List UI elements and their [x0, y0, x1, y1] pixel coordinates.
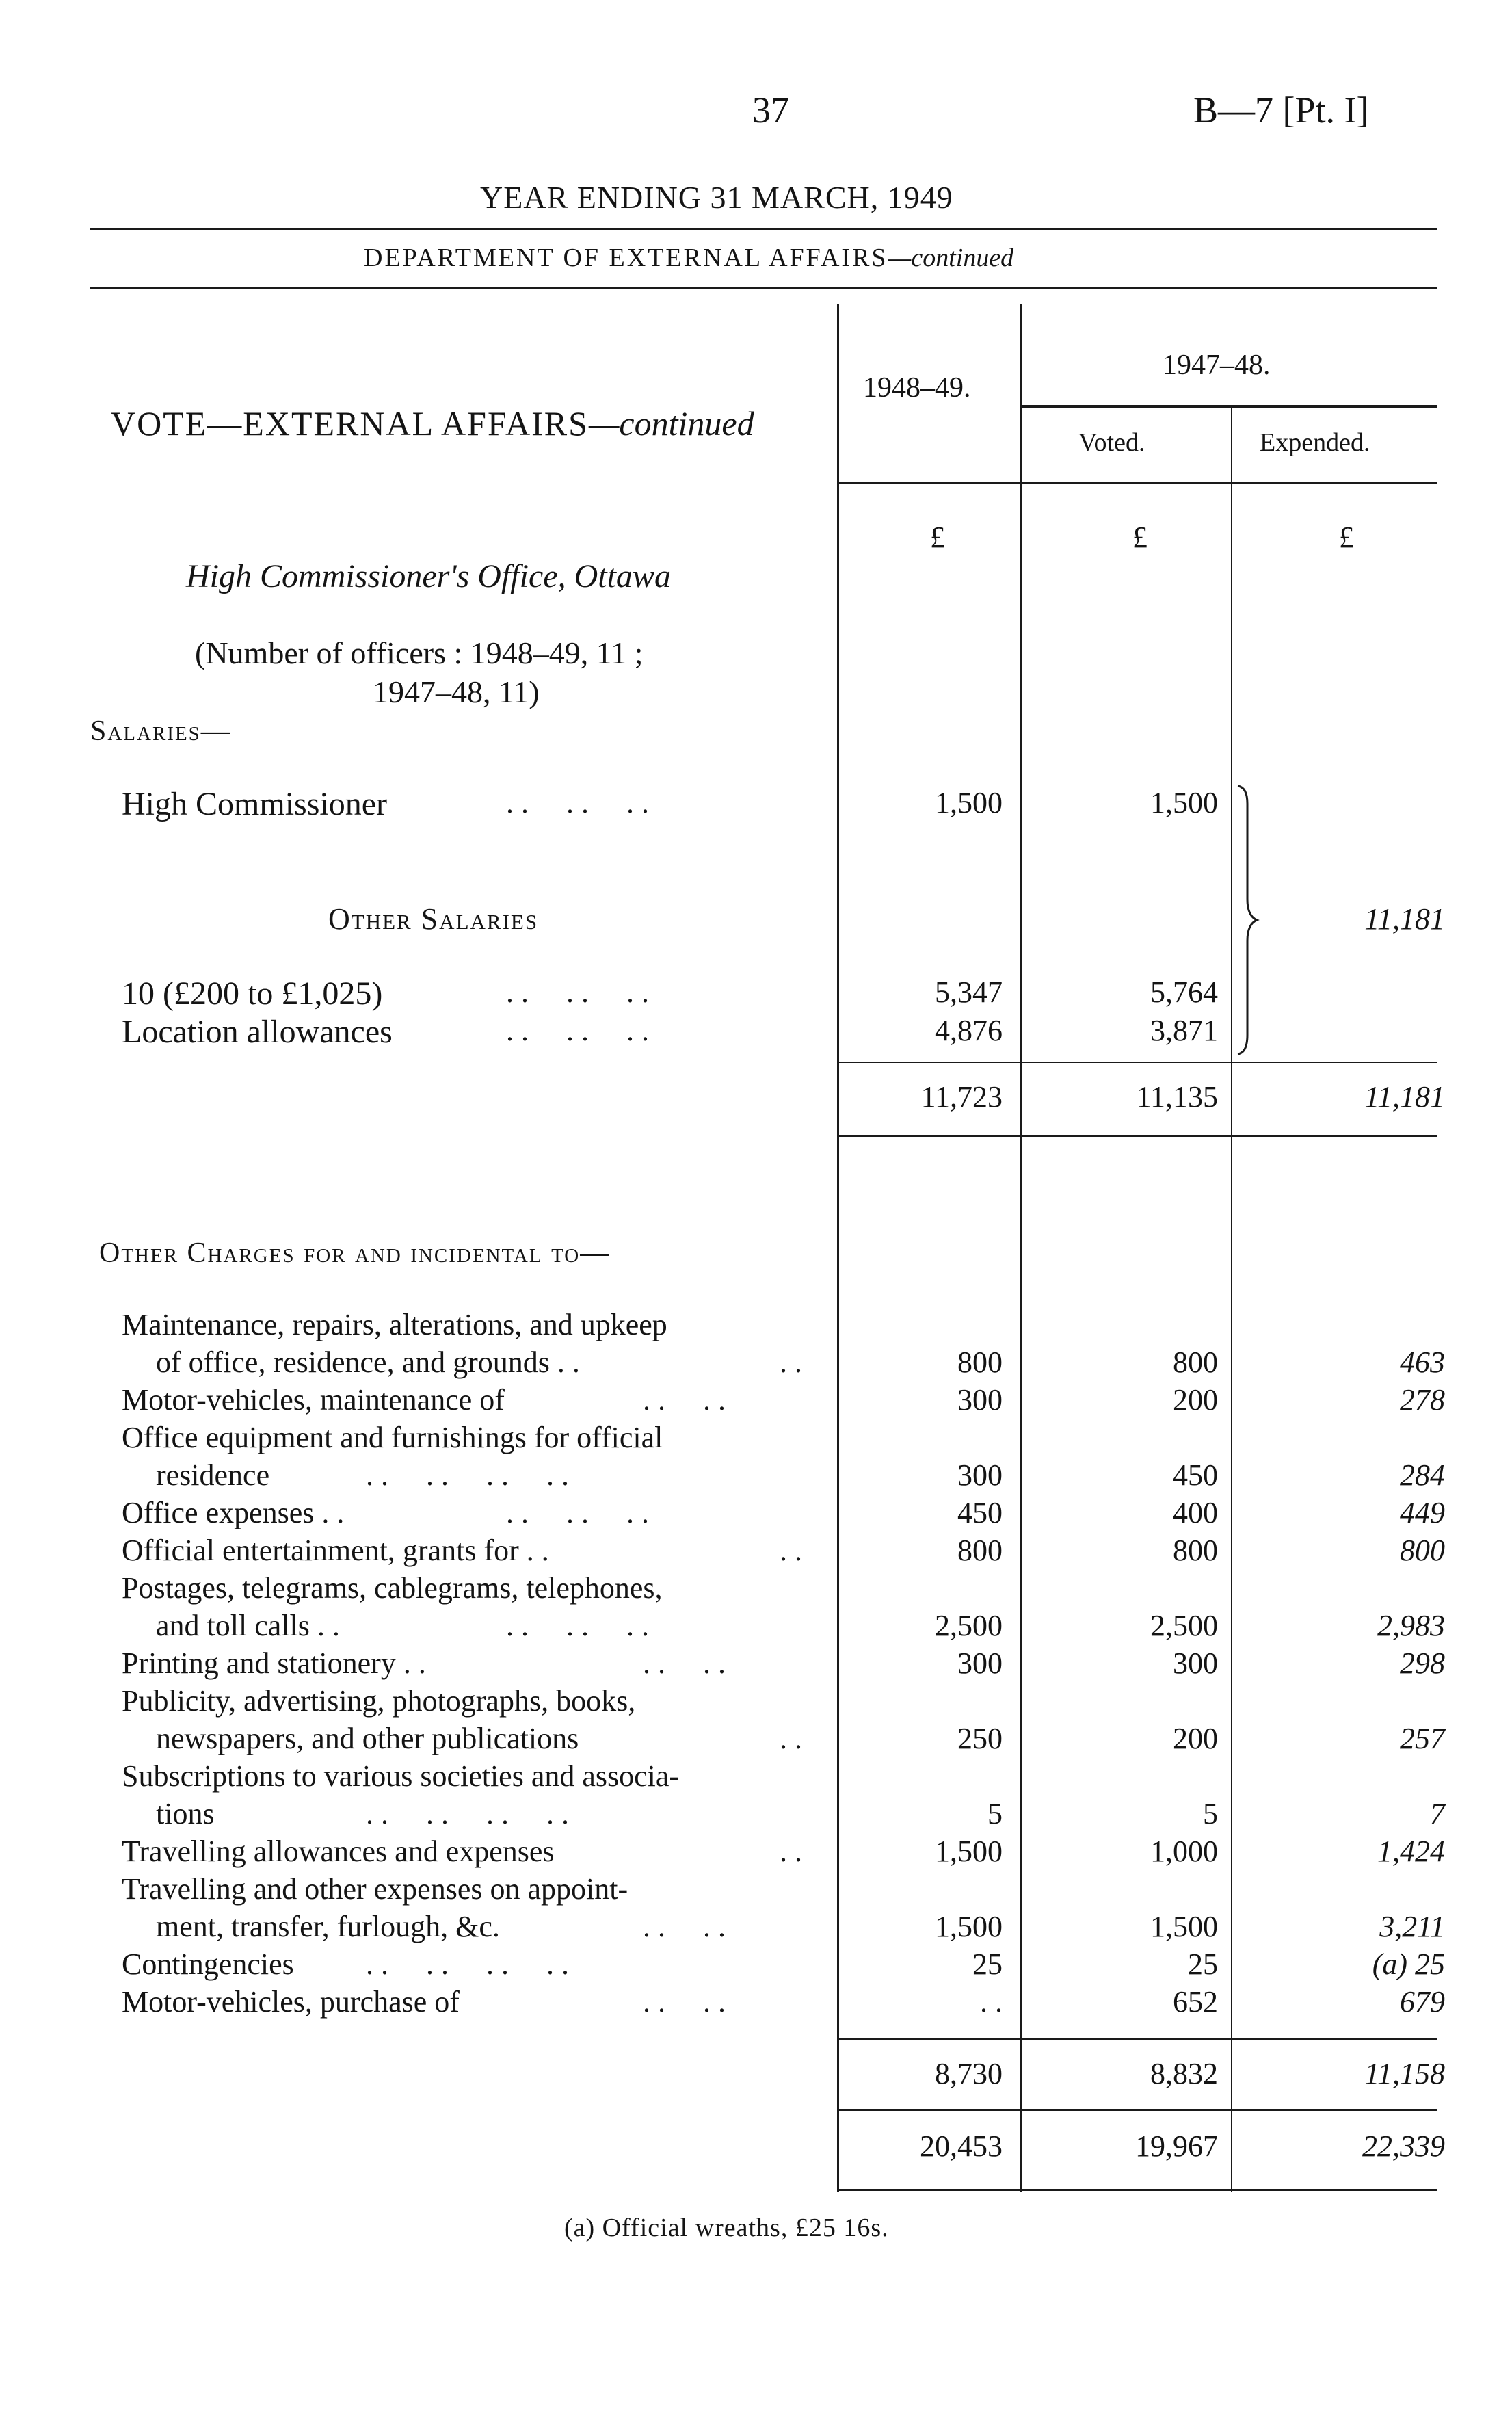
- charge-expended-contingencies: (a) 25: [1372, 1947, 1445, 1981]
- charge-voted-motor-maintenance: 200: [1173, 1383, 1218, 1417]
- salaries-total-expended: 11,181: [1364, 1080, 1445, 1114]
- salaries-total-1948: 11,723: [920, 1080, 1003, 1114]
- salary-label-high-commissioner: High Commissioner: [122, 786, 388, 822]
- charge-voted-printing: 300: [1173, 1646, 1218, 1680]
- charge-voted-maintenance: 800: [1173, 1345, 1218, 1379]
- salary-label-ten-officers: 10 (£200 to £1,025): [122, 975, 383, 1012]
- charge-1948-entertainment: 800: [957, 1534, 1003, 1567]
- charges-total-rule: [837, 2038, 1437, 2040]
- charge-expended-office-equipment: 284: [1400, 1458, 1445, 1492]
- charge-dots-entertainment: . .: [780, 1534, 802, 1567]
- vote-title-continued: —continued: [588, 404, 754, 443]
- salary-1948-location: 4,876: [935, 1014, 1003, 1047]
- charge-expended-travelling-allowances: 1,424: [1377, 1835, 1445, 1868]
- charge-dots-contingencies: . . . . . . . .: [366, 1947, 569, 1981]
- salary-voted-high-commissioner: 1,500: [1150, 786, 1218, 819]
- charge-1948-motor-maintenance: 300: [957, 1383, 1003, 1417]
- charge-expended-motor-maintenance: 278: [1400, 1383, 1445, 1417]
- charge-1948-travelling-allowances: 1,500: [935, 1835, 1003, 1868]
- charge-1948-motor-purchase: . .: [980, 1985, 1003, 2019]
- currency-1948-49: £: [930, 521, 945, 554]
- header-rule-top: [90, 228, 1437, 230]
- charge-voted-subscriptions: 5: [1203, 1797, 1218, 1830]
- charge-line-subscriptions-1: Subscriptions to various societies and associa-: [122, 1759, 680, 1793]
- charge-voted-travelling-allowances: 1,000: [1150, 1835, 1218, 1868]
- salaries-total-rule: [837, 1062, 1437, 1063]
- department-continued: —continued: [888, 244, 1014, 272]
- charge-voted-travelling-appointment: 1,500: [1150, 1910, 1218, 1943]
- charges-total-1948: 8,730: [935, 2057, 1003, 2090]
- charges-total-voted: 8,832: [1150, 2057, 1218, 2090]
- charge-dots-postages: . . . . . .: [506, 1609, 649, 1642]
- charge-line-printing: Printing and stationery . .: [122, 1646, 426, 1680]
- charges-total-expended: 11,158: [1364, 2057, 1445, 2090]
- other-salaries-label: Other Salaries: [328, 902, 539, 936]
- charge-line-office-equipment-2: residence: [156, 1458, 270, 1492]
- charge-line-travelling-allowances: Travelling allowances and expenses: [122, 1835, 555, 1868]
- charge-expended-entertainment: 800: [1400, 1534, 1445, 1567]
- charge-1948-printing: 300: [957, 1646, 1003, 1680]
- column-rule-1: [837, 304, 839, 2192]
- charge-expended-office-expenses: 449: [1400, 1496, 1445, 1529]
- charge-1948-office-equipment: 300: [957, 1458, 1003, 1492]
- column-header-rule: [837, 482, 1437, 484]
- salary-dots-ten-officers: . . . . . .: [506, 975, 649, 1009]
- charge-dots-motor-purchase: . . . .: [643, 1985, 726, 2019]
- department-title: [364, 243, 1013, 273]
- officers-count-line-2: 1947–48, 11): [373, 674, 540, 709]
- charge-line-travelling-appointment-1: Travelling and other expenses on appoint-: [122, 1872, 628, 1906]
- charge-dots-printing: . . . .: [643, 1646, 726, 1680]
- page-number: 37: [752, 90, 789, 131]
- currency-expended: £: [1339, 521, 1354, 554]
- charge-line-postages-2: and toll calls . .: [156, 1609, 340, 1642]
- charge-1948-postages: 2,500: [935, 1609, 1003, 1642]
- grand-total-1948: 20,453: [920, 2129, 1003, 2163]
- charge-line-contingencies: Contingencies: [122, 1947, 294, 1981]
- column-header-voted: Voted.: [1078, 428, 1145, 457]
- document-reference: B—7 [Pt. I]: [1193, 90, 1369, 131]
- charge-line-publicity-1: Publicity, advertising, photographs, books,: [122, 1684, 636, 1718]
- salary-label-location: Location allowances: [122, 1014, 393, 1050]
- column-header-1948-49: 1948–49.: [863, 372, 971, 404]
- column-header-expended: Expended.: [1260, 428, 1370, 457]
- charge-expended-subscriptions: 7: [1430, 1797, 1445, 1830]
- charge-line-office-expenses: Office expenses . .: [122, 1496, 345, 1529]
- grand-total-expended: 22,339: [1362, 2129, 1445, 2163]
- charge-dots-office-expenses: . . . . . .: [506, 1496, 649, 1529]
- charge-expended-travelling-appointment: 3,211: [1379, 1910, 1445, 1943]
- office-title: High Commissioner's Office, Ottawa: [186, 558, 671, 594]
- column-rule-3: [1231, 407, 1232, 2192]
- vote-title: [111, 404, 754, 443]
- charge-dots-motor-maintenance: . . . .: [643, 1383, 726, 1417]
- charge-line-entertainment: Official entertainment, grants for . .: [122, 1534, 549, 1567]
- charge-expended-motor-purchase: 679: [1400, 1985, 1445, 2019]
- salary-dots-high-commissioner: . . . . . .: [506, 786, 649, 819]
- charge-line-motor-purchase: Motor-vehicles, purchase of: [122, 1985, 460, 2019]
- charge-line-publicity-2: newspapers, and other publications: [156, 1722, 579, 1755]
- salaries-total-rule-bottom: [837, 1135, 1437, 1137]
- charge-1948-maintenance: 800: [957, 1345, 1003, 1379]
- charge-1948-publicity: 250: [957, 1722, 1003, 1755]
- officers-count-line-1: (Number of officers : 1948–49, 11 ;: [195, 635, 644, 670]
- charge-dots-subscriptions: . . . . . . . .: [366, 1797, 569, 1830]
- charge-line-office-equipment-1: Office equipment and furnishings for official: [122, 1421, 663, 1454]
- charge-line-travelling-appointment-2: ment, transfer, furlough, &c.: [156, 1910, 500, 1943]
- charge-line-subscriptions-2: tions: [156, 1797, 215, 1830]
- department-name: DEPARTMENT OF EXTERNAL AFFAIRS: [364, 244, 888, 272]
- salaries-total-voted: 11,135: [1136, 1080, 1218, 1114]
- header-rule-1947-48: [1020, 405, 1437, 408]
- charge-line-maintenance-1: Maintenance, repairs, alterations, and upkeep: [122, 1308, 667, 1341]
- salary-dots-location: . . . . . .: [506, 1014, 649, 1047]
- salaries-expended-bracket: 11,181: [1364, 902, 1445, 936]
- charge-dots-office-equipment: . . . . . . . .: [366, 1458, 569, 1492]
- charge-voted-postages: 2,500: [1150, 1609, 1218, 1642]
- charge-1948-contingencies: 25: [972, 1947, 1003, 1981]
- salary-1948-ten-officers: 5,347: [935, 975, 1003, 1009]
- other-charges-heading: Other Charges for and incidental to—: [99, 1237, 611, 1269]
- charge-voted-office-expenses: 400: [1173, 1496, 1218, 1529]
- column-header-1947-48: 1947–48.: [1163, 350, 1271, 381]
- charge-expended-printing: 298: [1400, 1646, 1445, 1680]
- grand-total-voted: 19,967: [1135, 2129, 1218, 2163]
- charge-dots-publicity: . .: [780, 1722, 802, 1755]
- charge-dots-travelling-allowances: . .: [780, 1835, 802, 1868]
- currency-voted: £: [1132, 521, 1148, 554]
- salaries-brace: [1235, 783, 1262, 1057]
- charge-voted-entertainment: 800: [1173, 1534, 1218, 1567]
- vote-title-text: VOTE—EXTERNAL AFFAIRS: [111, 404, 589, 443]
- charge-voted-publicity: 200: [1173, 1722, 1218, 1755]
- charge-voted-motor-purchase: 652: [1173, 1985, 1218, 2019]
- salary-voted-ten-officers: 5,764: [1150, 975, 1218, 1009]
- charge-voted-office-equipment: 450: [1173, 1458, 1218, 1492]
- charge-1948-travelling-appointment: 1,500: [935, 1910, 1003, 1943]
- charge-expended-maintenance: 463: [1400, 1345, 1445, 1379]
- charge-line-motor-maintenance: Motor-vehicles, maintenance of: [122, 1383, 505, 1417]
- charge-1948-subscriptions: 5: [987, 1797, 1003, 1830]
- grand-total-rule-bottom: [837, 2189, 1437, 2191]
- charge-dots-travelling-appointment: . . . .: [643, 1910, 726, 1943]
- salary-voted-location: 3,871: [1150, 1014, 1218, 1047]
- charge-line-maintenance-2: of office, residence, and grounds . .: [156, 1345, 580, 1379]
- charge-expended-publicity: 257: [1400, 1722, 1445, 1755]
- grand-total-rule: [837, 2109, 1437, 2111]
- footnote: (a) Official wreaths, £25 16s.: [564, 2213, 889, 2242]
- charge-line-postages-1: Postages, telegrams, cablegrams, telephones,: [122, 1571, 663, 1605]
- column-rule-2: [1020, 304, 1022, 2192]
- charge-dots-maintenance: . .: [780, 1345, 802, 1379]
- salary-1948-high-commissioner: 1,500: [935, 786, 1003, 819]
- salaries-label: Salaries—: [90, 715, 231, 747]
- charge-voted-contingencies: 25: [1188, 1947, 1218, 1981]
- charge-1948-office-expenses: 450: [957, 1496, 1003, 1529]
- year-title: YEAR ENDING 31 MARCH, 1949: [480, 180, 953, 215]
- charge-expended-postages: 2,983: [1377, 1609, 1445, 1642]
- header-rule-bottom: [90, 287, 1437, 289]
